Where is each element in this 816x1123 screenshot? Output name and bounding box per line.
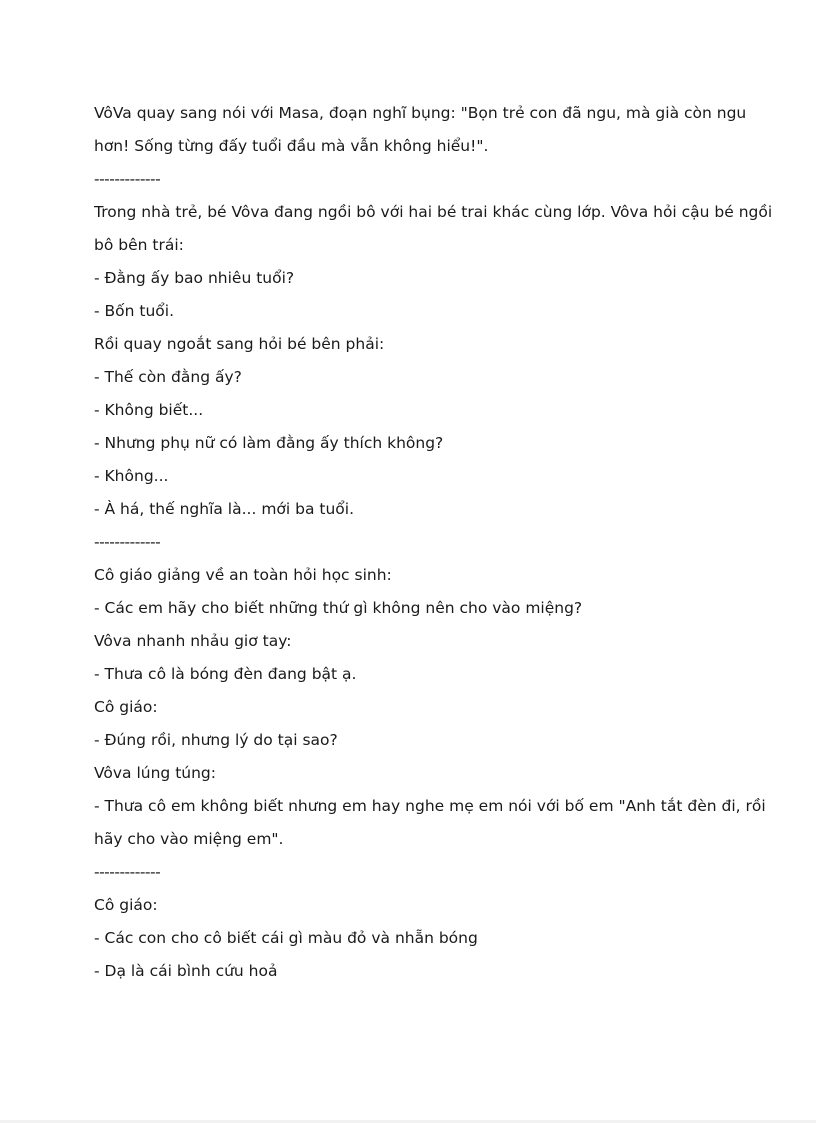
text-line: bô bên trái: xyxy=(94,236,184,254)
text-line: Rồi quay ngoắt sang hỏi bé bên phải: xyxy=(94,335,385,353)
dialogue-line: - Không biết... xyxy=(94,401,204,419)
dialogue-line: - Bốn tuổi. xyxy=(94,302,175,320)
separator-line: ------------- xyxy=(94,170,161,188)
dialogue-line: - Không... xyxy=(94,467,169,485)
dialogue-line: - Nhưng phụ nữ có làm đằng ấy thích không? xyxy=(94,434,444,452)
dialogue-line: - Thế còn đằng ấy? xyxy=(94,368,242,386)
text-line: Cô giáo: xyxy=(94,896,158,914)
dialogue-line: - Các con cho cô biết cái gì màu đỏ và nhẵn bóng xyxy=(94,929,478,947)
text-line: hơn! Sống từng đấy tuổi đầu mà vẫn không hiểu!". xyxy=(94,137,489,155)
text-line: Vôva lúng túng: xyxy=(94,764,216,782)
dialogue-line: - Thưa cô là bóng đèn đang bật ạ. xyxy=(94,665,357,683)
text-line: Trong nhà trẻ, bé Vôva đang ngồi bô với hai bé trai khác cùng lớp. Vôva hỏi cậu bé ngồi xyxy=(94,203,773,221)
document-body xyxy=(94,97,774,988)
dialogue-line: - Dạ là cái bình cứu hoả xyxy=(94,962,278,980)
text-line: Vôva nhanh nhảu giơ tay: xyxy=(94,632,292,650)
dialogue-line: - Đúng rồi, nhưng lý do tại sao? xyxy=(94,731,338,749)
dialogue-line: - À há, thế nghĩa là... mới ba tuổi. xyxy=(94,500,355,518)
text-line: Cô giáo: xyxy=(94,698,158,716)
separator-line: ------------- xyxy=(94,533,161,551)
text-line: hãy cho vào miệng em". xyxy=(94,830,284,848)
separator-line: ------------- xyxy=(94,863,161,881)
dialogue-line: - Các em hãy cho biết những thứ gì không nên cho vào miệng? xyxy=(94,599,583,617)
dialogue-line: - Đằng ấy bao nhiêu tuổi? xyxy=(94,269,295,287)
dialogue-line: - Thưa cô em không biết nhưng em hay nghe mẹ em nói với bố em "Anh tắt đèn đi, rồi xyxy=(94,797,766,815)
text-line: VôVa quay sang nói với Masa, đoạn nghĩ bụng: "Bọn trẻ con đã ngu, mà già còn ngu xyxy=(94,104,747,122)
text-line: Cô giáo giảng về an toàn hỏi học sinh: xyxy=(94,566,392,584)
